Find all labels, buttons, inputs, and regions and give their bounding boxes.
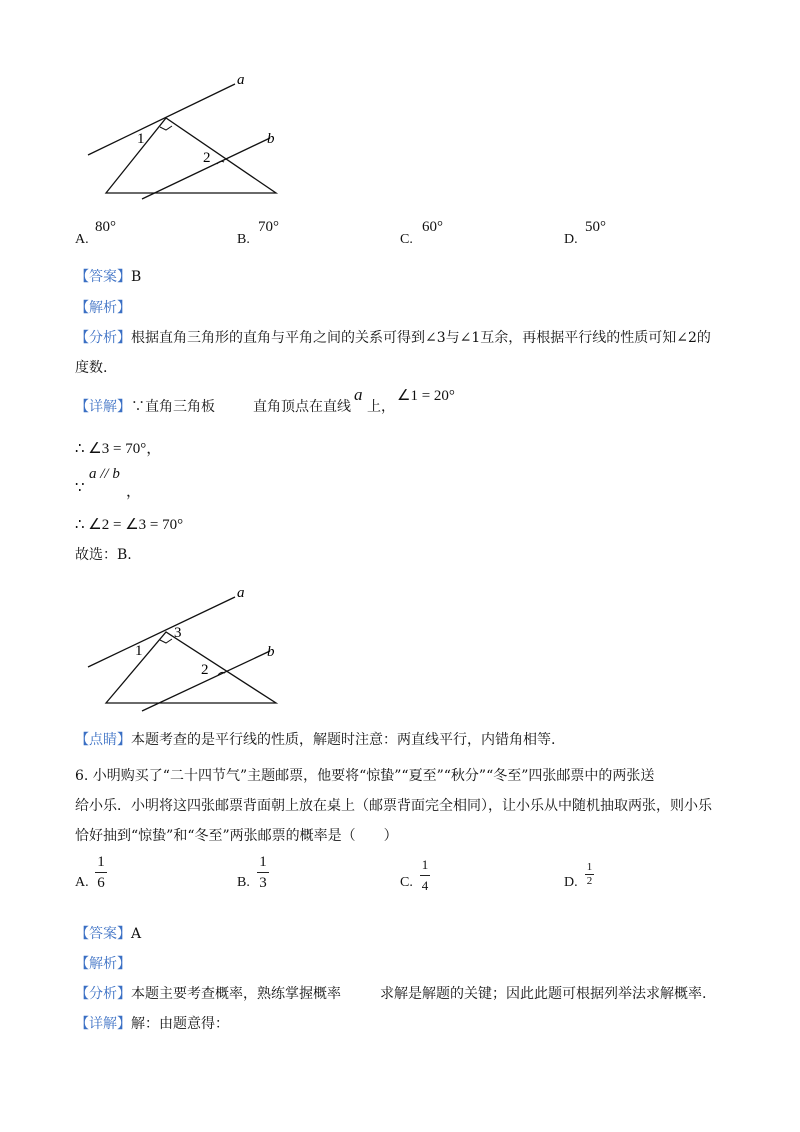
q6-answer-line [75, 924, 141, 944]
angle-2-arc [217, 161, 224, 164]
q6-option-c-letter: C. [400, 875, 413, 890]
q5-fenxi-text1: 根据直角三角形的直角与平角之间的关系可得到∠3与∠1互余，再根据平行线的性质可知∠2的 [131, 330, 711, 346]
q6-analysis-tag: 【解析】 [75, 956, 131, 972]
q6-option-c-fraction [420, 857, 430, 894]
q6-option-b-fraction [257, 854, 269, 891]
q5-xiangjie-line [75, 397, 215, 417]
fig2-label-2: 2 [201, 662, 209, 678]
q5-xiangjie-eq: ∠1 = 20° [397, 388, 455, 404]
q6-option-d-letter: D. [564, 875, 578, 890]
q5-option-a-value: 80° [95, 219, 116, 235]
q5-dianjing-text: 本题考查的是平行线的性质，解题时注意：两直线平行，内错角相等. [131, 732, 556, 748]
q5-option-d-letter: D. [564, 232, 578, 247]
numerator: 1 [421, 857, 429, 872]
q5-fenxi-line1 [75, 328, 711, 348]
fig1-label-1: 1 [137, 131, 145, 147]
line-a [88, 84, 235, 155]
q6-option-a-fraction [95, 854, 107, 891]
q5-option-c-letter: C. [400, 232, 413, 247]
q6-xiangjie-tag: 【详解】 [75, 1016, 131, 1032]
figure-1-parallel-lines-triangle [80, 68, 300, 208]
q6-stem-line2: 给小乐．小明将这四张邮票背面朝上放在桌上（邮票背面完全相同），让小乐从中随机抽取两张，则小乐 [75, 798, 712, 814]
q5-conclusion: 故选：B. [75, 547, 132, 563]
numerator: 1 [97, 854, 105, 870]
q6-option-b-letter: B. [237, 875, 250, 890]
q6-option-a-letter: A. [75, 875, 89, 890]
denominator: 4 [421, 878, 429, 893]
q5-step2-expr: a // b [89, 466, 120, 482]
denominator: 6 [97, 875, 105, 891]
fig1-label-2: 2 [203, 150, 211, 166]
q5-xiangjie-c: 上， [367, 399, 395, 415]
triangle-ruler [106, 632, 276, 703]
q5-answer-line [75, 267, 141, 287]
q5-step2-comma: ， [126, 484, 142, 500]
q6-fenxi-a: 本题主要考查概率，熟练掌握概率 [131, 986, 341, 1002]
q6-answer-value: A [131, 926, 142, 942]
q5-dianjing-line [75, 730, 555, 750]
figure-2-parallel-lines-triangle [80, 583, 300, 718]
q6-fenxi-tag: 【分析】 [75, 986, 131, 1002]
fig1-label-b: b [267, 131, 275, 147]
q5-dianjing-tag: 【点睛】 [75, 732, 131, 748]
line-b [142, 138, 270, 199]
numerator: 1 [586, 861, 593, 873]
fraction-bar [95, 872, 107, 873]
q6-stem-line1: 6. 小明购买了“二十四节气”主题邮票，他要将“惊蛰”“夏至”“秋分”“冬至”四张邮票中的两张送 [75, 768, 655, 784]
q5-xiangjie-var: a [354, 385, 363, 404]
fig1-label-a: a [237, 72, 245, 88]
fig2-label-1: 1 [135, 643, 143, 659]
line-a [88, 597, 235, 667]
q5-option-b-letter: B. [237, 232, 250, 247]
q5-option-a-letter: A. [75, 232, 89, 247]
q5-xiangjie-b: 直角顶点在直线 [253, 399, 351, 415]
denominator: 3 [259, 875, 267, 891]
q5-step1: ∴ ∠3 = 70°， [75, 441, 162, 457]
q5-step2-because: ∵ [75, 480, 85, 496]
q6-answer-tag: 【答案】 [75, 926, 131, 942]
right-angle-mark [160, 126, 172, 130]
q5-answer-value: B [131, 269, 142, 285]
q5-option-b-value: 70° [258, 219, 279, 235]
q6-fenxi-line [75, 984, 341, 1004]
q6-xiangjie-text: 解：由题意得： [131, 1016, 229, 1032]
numerator: 1 [259, 854, 267, 870]
q5-step3: ∴ ∠2 = ∠3 = 70° [75, 517, 184, 533]
right-angle-mark [160, 639, 172, 643]
q5-xiangjie-tag: 【详解】 [75, 399, 131, 415]
q5-fenxi-line2: 度数. [75, 360, 108, 376]
q5-fenxi-tag: 【分析】 [75, 330, 131, 346]
line-b [142, 651, 270, 711]
fraction-bar [420, 875, 430, 876]
q5-option-c-value: 60° [422, 219, 443, 235]
q6-fenxi-b: 求解是解题的关键；因此此题可根据列举法求解概率. [380, 986, 707, 1002]
fig2-label-a: a [237, 585, 245, 601]
denominator: 2 [586, 875, 593, 887]
q6-stem-line3: 恰好抽到“惊蛰”和“冬至”两张邮票的概率是（ ） [75, 828, 398, 844]
q5-answer-tag: 【答案】 [75, 269, 131, 285]
fraction-bar [257, 872, 269, 873]
q5-xiangjie-a: ∵直角三角板 [131, 399, 215, 415]
q5-analysis-tag: 【解析】 [75, 300, 131, 316]
triangle-ruler [106, 118, 276, 193]
q6-xiangjie-line [75, 1014, 229, 1034]
fig2-label-3: 3 [174, 625, 182, 641]
fig2-label-b: b [267, 644, 275, 660]
q5-option-d-value: 50° [585, 219, 606, 235]
q6-option-d-fraction [585, 862, 594, 887]
